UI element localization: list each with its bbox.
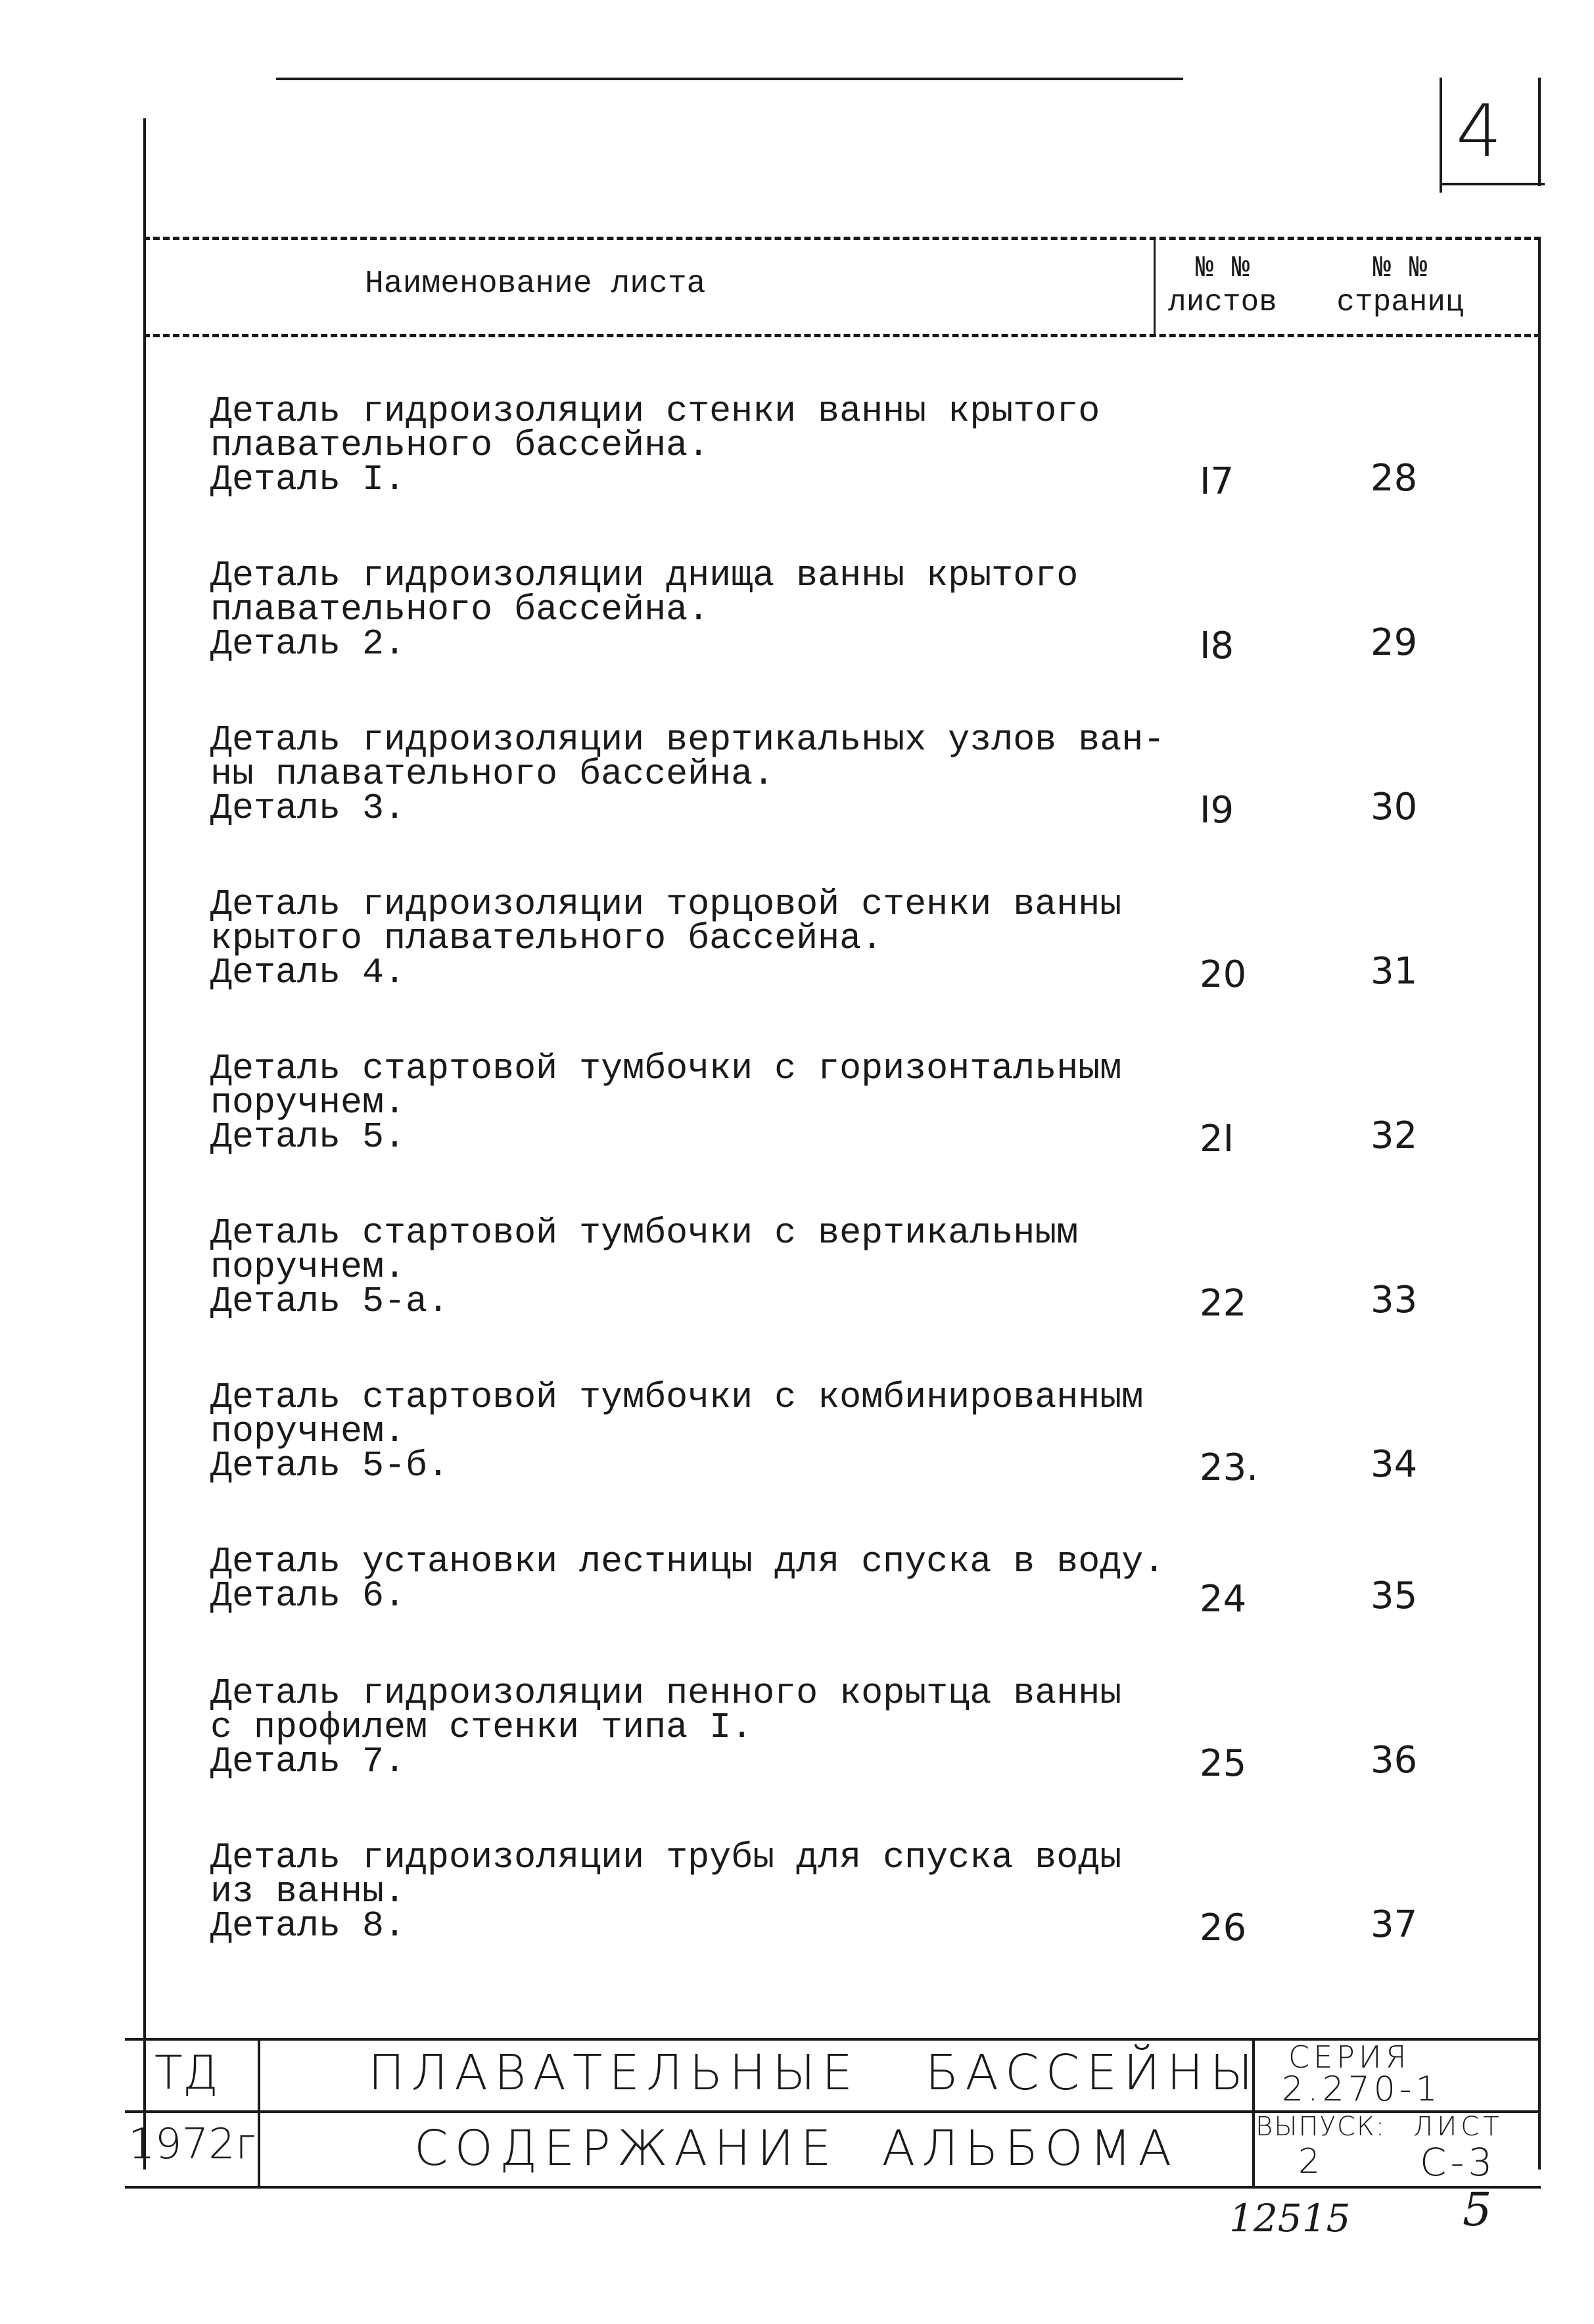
row-title: Деталь гидроизоляции днища ванны крытого плавательного бассейна. Деталь 2. [210, 555, 1079, 665]
row-title: Деталь стартовой тумбочки с вертикальным поручнем. Деталь 5-а. [210, 1212, 1079, 1322]
page-number: 4 [1456, 89, 1502, 173]
row-sheet-number: 24 [1200, 1578, 1247, 1621]
row-title: Деталь установки лестницы для спуска в воду. Деталь 6. [210, 1541, 1165, 1617]
row-page-number: 30 [1371, 786, 1418, 828]
row-page-number: 36 [1371, 1739, 1418, 1782]
right-border [1538, 237, 1541, 2170]
table-row [210, 1377, 1196, 1486]
table-row [210, 1541, 1196, 1617]
top-rule [276, 78, 1183, 80]
page-mark: 5 [1463, 2183, 1492, 2237]
stamp-bottom-rule [125, 2186, 1541, 2189]
row-page-number: 37 [1371, 1903, 1418, 1946]
stamp-code: ТД [154, 2046, 219, 2100]
table-row [210, 1048, 1196, 1158]
table-row [210, 719, 1196, 829]
header-name-column: Наименование листа [365, 266, 706, 302]
page-box-left [1440, 78, 1442, 193]
row-title: Деталь гидроизоляции трубы для спуска воды из ванны. Деталь 8. [210, 1837, 1122, 1947]
row-sheet-number: 26 [1200, 1907, 1247, 1949]
header-top-rule [143, 237, 1541, 240]
row-title: Деталь гидроизоляции торцовой стенки ванны крытого плавательного бассейна. Деталь 4. [210, 884, 1122, 993]
row-sheet-number: 25 [1200, 1742, 1247, 1785]
stamp-subtitle: СОДЕРЖАНИЕ АЛЬБОМА [414, 2120, 1179, 2177]
row-page-number: 33 [1371, 1279, 1418, 1321]
row-page-number: 35 [1371, 1575, 1418, 1617]
page-box-right [1538, 78, 1541, 186]
stamp-title: ПЛАВАТЕЛЬНЫЕ БАССЕЙНЫ [368, 2045, 1259, 2101]
row-title: Деталь гидроизоляции вертикальных узлов ван- ны плавательного бассейна. Деталь 3. [210, 719, 1165, 829]
stamp-sheet-label: ЛИСТ [1413, 2112, 1503, 2142]
header-sheets-column [1160, 251, 1285, 320]
header-bottom-rule [143, 334, 1541, 337]
stamp-issue-value: 2 [1298, 2142, 1324, 2181]
row-sheet-number: 23. [1200, 1446, 1259, 1489]
stamp-series-value: 2.270-1 [1282, 2070, 1442, 2109]
row-sheet-number: I9 [1200, 789, 1234, 832]
table-row [210, 884, 1196, 993]
header-pages-line1: № № [1372, 251, 1428, 285]
table-row [210, 1212, 1196, 1322]
table-row [210, 555, 1196, 665]
row-sheet-number: 20 [1200, 953, 1247, 996]
row-page-number: 32 [1371, 1114, 1418, 1157]
row-title: Деталь гидроизоляции пенного корытца ванны с профилем стенки типа I. Деталь 7. [210, 1672, 1122, 1782]
row-page-number: 31 [1371, 950, 1418, 993]
row-title: Деталь гидроизоляции стенки ванны крытого плавательного бассейна. Деталь I. [210, 391, 1100, 500]
table-row [210, 1837, 1196, 1947]
row-title: Деталь стартовой тумбочки с горизонтальным поручнем. Деталь 5. [210, 1048, 1122, 1158]
header-pages-line2: страниц [1336, 285, 1464, 320]
header-sheets-line1: № № [1195, 251, 1250, 285]
header-divider-left [1154, 237, 1156, 335]
row-page-number: 29 [1371, 621, 1418, 664]
left-border [143, 118, 146, 2170]
row-page-number: 34 [1371, 1443, 1418, 1486]
row-sheet-number: I8 [1200, 625, 1234, 667]
row-sheet-number: 2I [1200, 1118, 1234, 1160]
page-box-bottom [1440, 183, 1545, 185]
stamp-series-label: СЕРИЯ [1288, 2039, 1411, 2075]
row-sheet-number: I7 [1200, 460, 1234, 503]
stamp-divider-1 [258, 2038, 260, 2188]
header-pages-column [1315, 251, 1486, 320]
stamp-issue-label: ВЫПУСК: [1255, 2112, 1386, 2142]
stamp-year: 1972г [128, 2120, 256, 2169]
archive-number: 12515 [1229, 2196, 1351, 2241]
row-page-number: 28 [1371, 457, 1418, 500]
table-row [210, 1672, 1196, 1782]
row-sheet-number: 22 [1200, 1282, 1247, 1325]
row-title: Деталь стартовой тумбочки с комбинированным поручнем. Деталь 5-б. [210, 1377, 1144, 1486]
header-sheets-line2: листов [1168, 285, 1277, 320]
stamp-sheet-value: С-3 [1420, 2140, 1497, 2185]
table-row [210, 391, 1196, 500]
